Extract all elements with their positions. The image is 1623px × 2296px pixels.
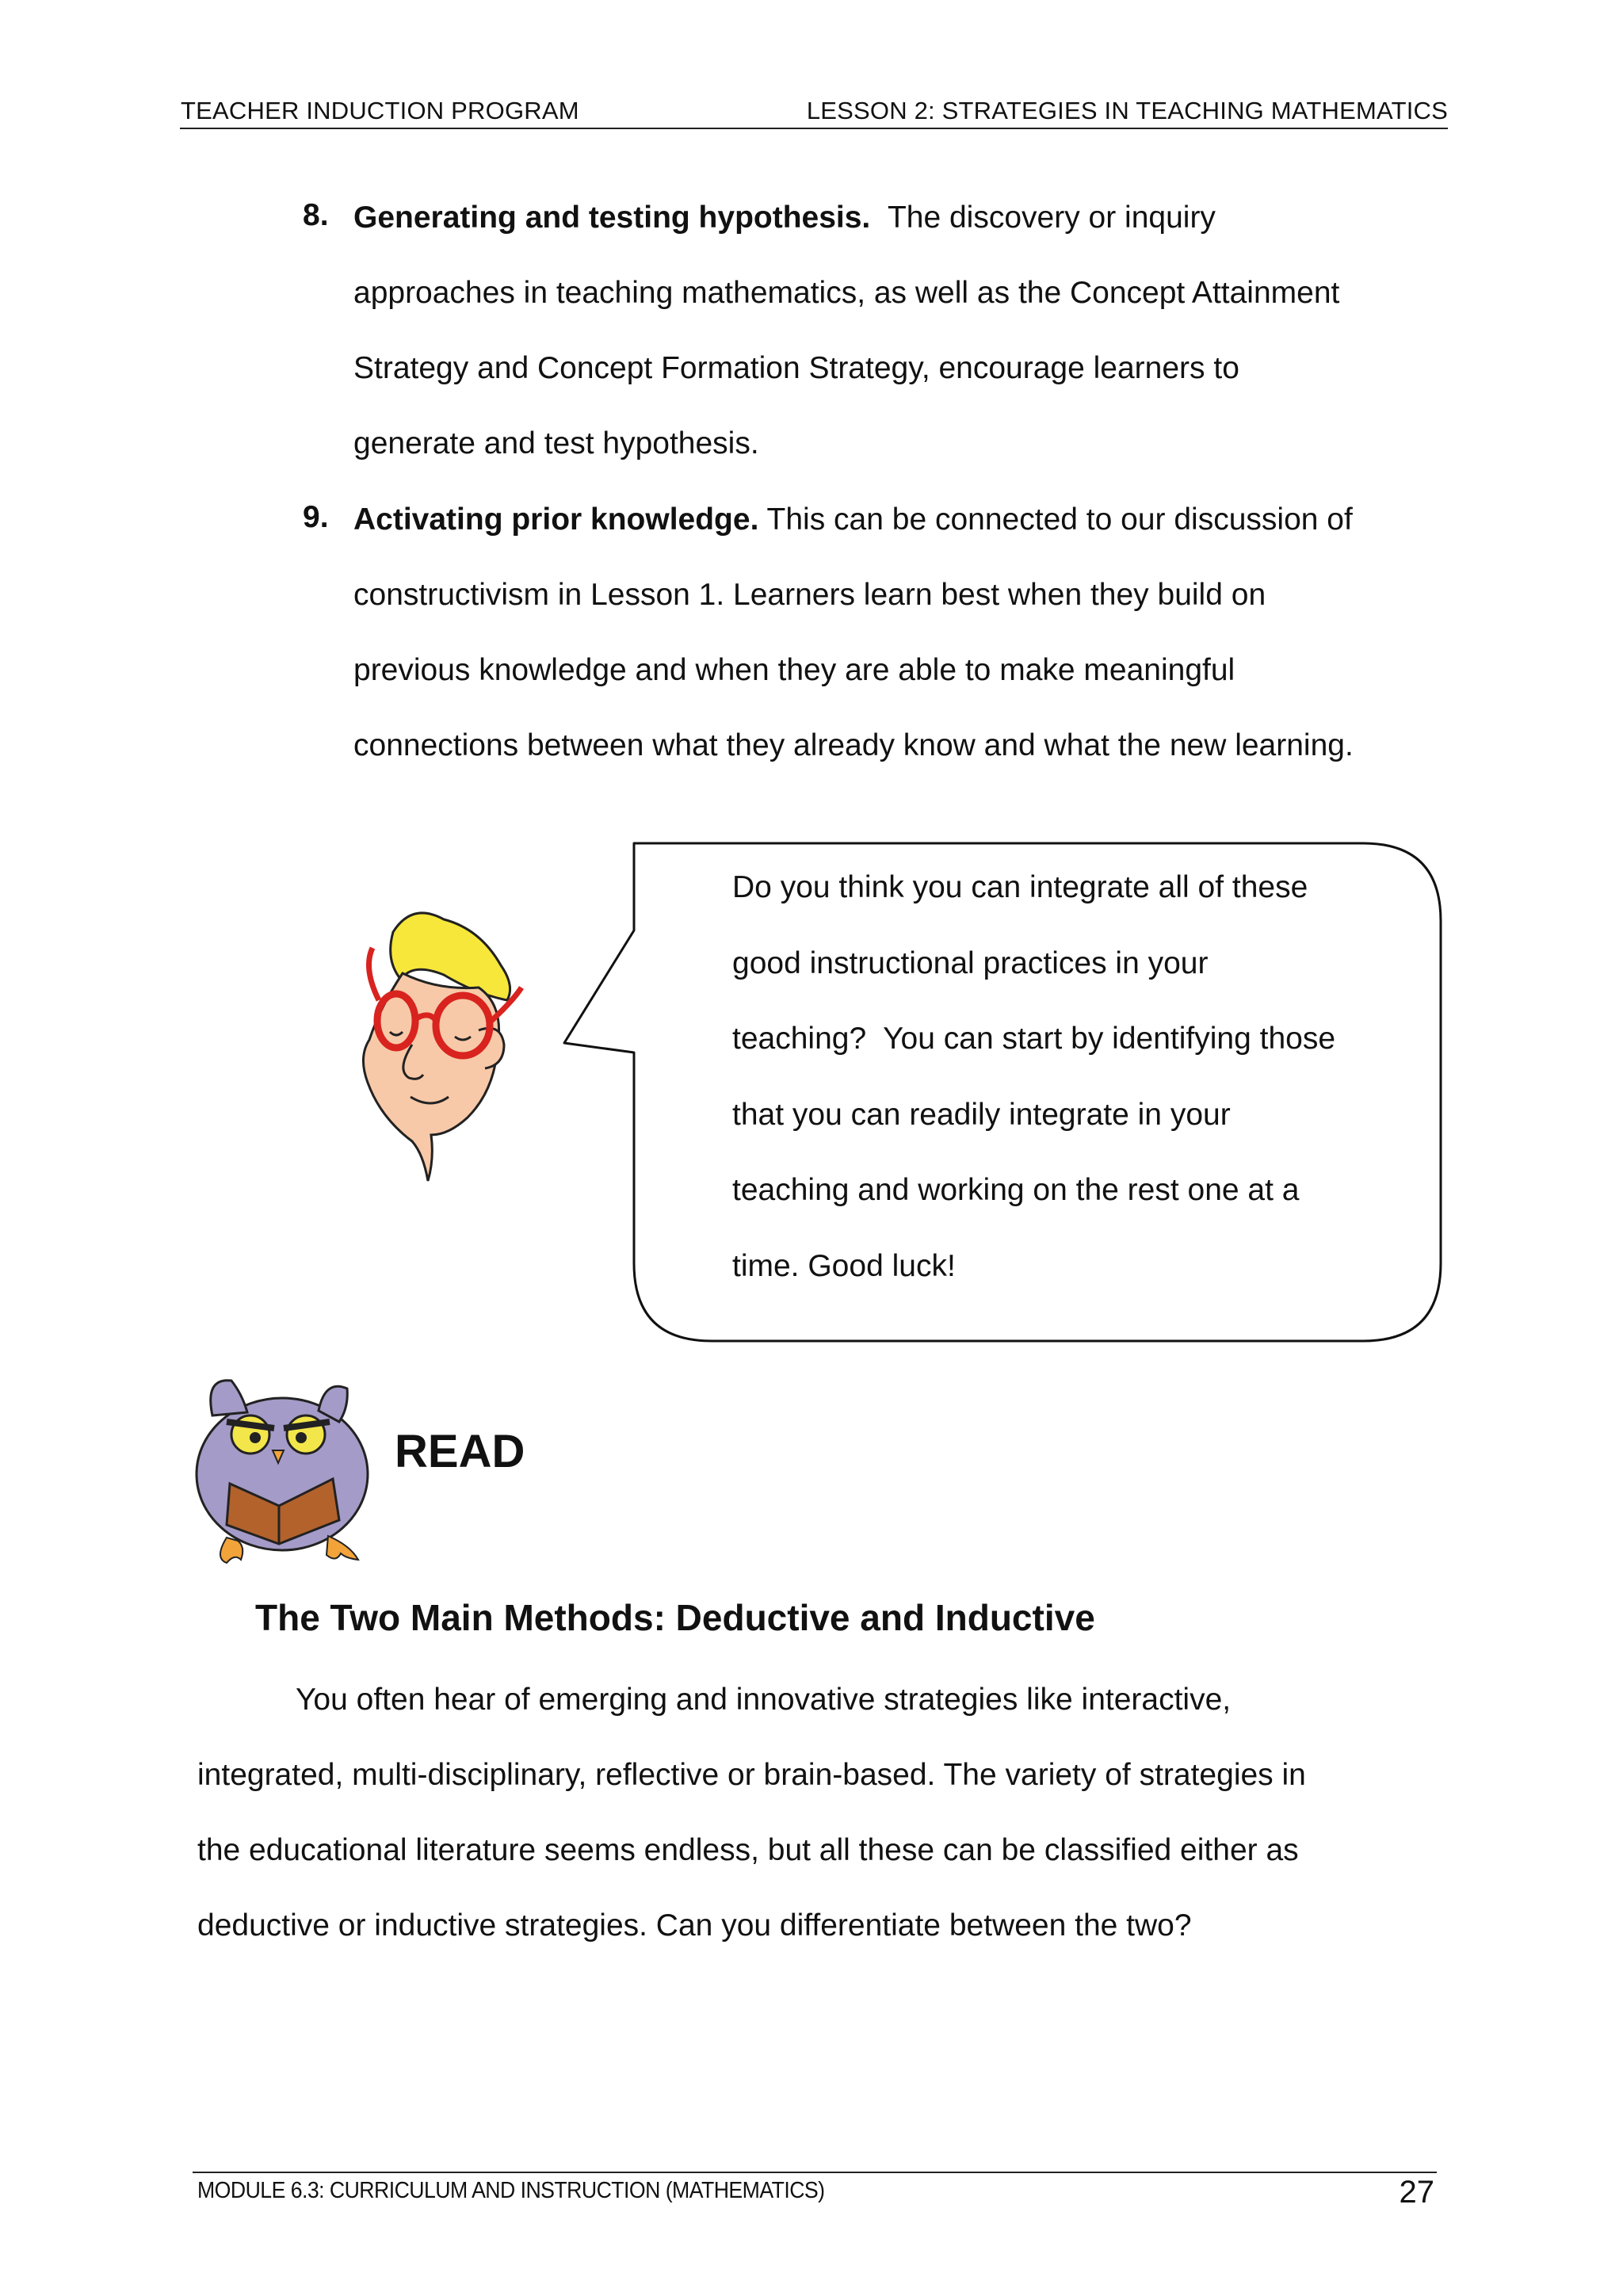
paragraph-line-text: You often hear of emerging and innovative strategies like interactive, <box>296 1683 1232 1717</box>
speech-bubble-line: good instructional practices in your <box>732 946 1209 980</box>
page-number: 27 <box>1399 2175 1434 2210</box>
page-header-right: LESSON 2: STRATEGIES IN TEACHING MATHEMATICS <box>806 97 1448 124</box>
body-paragraph <box>197 1662 1445 1963</box>
list-item-title: Generating and testing hypothesis. <box>353 201 871 235</box>
speech-bubble-line: teaching and working on the rest one at a <box>732 1173 1300 1207</box>
list-item-line: approaches in teaching mathematics, as well as the Concept Attainment <box>353 276 1340 310</box>
list-item-text: This can be connected to our discussion of <box>766 502 1353 537</box>
paragraph-line: integrated, multi-disciplinary, reflective or brain-based. The variety of strategies in <box>197 1758 1306 1792</box>
teacher-with-glasses-icon <box>363 913 521 1181</box>
speech-bubble-text <box>732 850 1430 1304</box>
read-section-label: READ <box>395 1426 525 1477</box>
page-footer-left: MODULE 6.3: CURRICULUM AND INSTRUCTION (MATHEMATICS) <box>197 2178 825 2203</box>
list-item-line: generate and test hypothesis. <box>353 426 759 460</box>
paragraph-line: the educational literature seems endless, but all these can be classified either as <box>197 1833 1299 1867</box>
list-item-line: connections between what they already know and what the new learning. <box>353 728 1354 762</box>
section-heading: The Two Main Methods: Deductive and Inductive <box>255 1597 1095 1638</box>
list-item-text: The discovery or inquiry <box>887 201 1216 235</box>
speech-bubble-line: teaching? You can start by identifying those <box>732 1022 1336 1056</box>
list-item-line: previous knowledge and when they are able to make meaningful <box>353 653 1235 687</box>
paragraph-line: deductive or inductive strategies. Can you differentiate between the two? <box>197 1908 1192 1943</box>
list-item-line: Strategy and Concept Formation Strategy, encourage learners to <box>353 351 1239 385</box>
footer-divider <box>193 2172 1437 2173</box>
list-item-title: Activating prior knowledge. <box>353 502 759 537</box>
speech-bubble-line: that you can readily integrate in your <box>732 1097 1231 1132</box>
paragraph-line <box>197 1662 1445 1737</box>
list-item-line: constructivism in Lesson 1. Learners learn best when they build on <box>353 578 1266 612</box>
reading-owl-icon <box>197 1381 368 1563</box>
list-item-number: 9. <box>303 500 329 534</box>
list-item-number: 8. <box>303 198 329 232</box>
speech-bubble-line: Do you think you can integrate all of these <box>732 870 1308 904</box>
speech-bubble-line: time. Good luck! <box>732 1248 956 1283</box>
page-header-left: TEACHER INDUCTION PROGRAM <box>181 97 579 124</box>
